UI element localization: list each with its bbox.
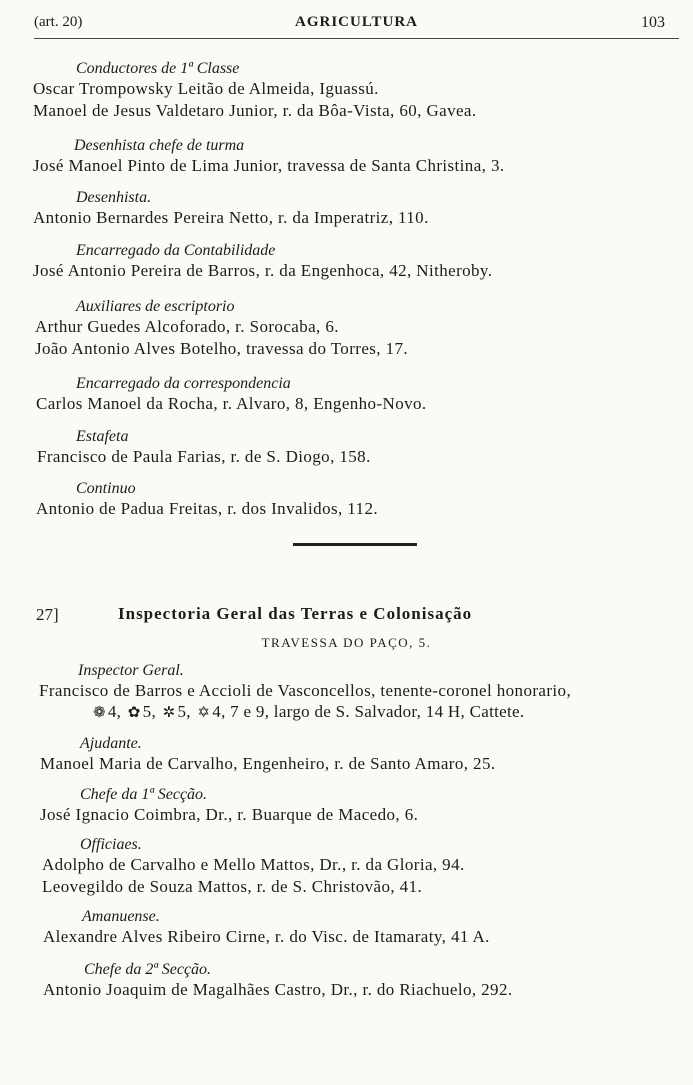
phone-value: 5, [177,702,191,721]
entry-name: José Ignacio Coimbra, Dr., r. Buarque de Macedo, 6. [40,805,419,824]
entry-role: Estafeta [76,428,129,445]
entry-role: Encarregado da Contabilidade [76,242,276,259]
header-rule [34,38,679,39]
entry-name: Antonio de Padua Freitas, r. dos Invalidos, 112. [36,499,379,518]
phone-value: 4, 7 e 9, largo de S. Salvador, 14 H, Cattete. [212,702,525,721]
entry-role: Chefe da 2ª Secção. [84,961,212,978]
entry-chefe-1-seccao [0,786,693,825]
page-number: 103 [641,14,665,31]
phone-value: 4, [107,702,122,721]
phone-value: 5, [142,702,157,721]
entry-name: Leovegildo de Souza Mattos, r. de S. Christovão, 41. [42,877,423,896]
entry-name: Arthur Guedes Alcoforado, r. Sorocaba, 6. [35,317,339,336]
entry-name: Manoel de Jesus Valdetaro Junior, r. da Bôa-Vista, 60, Gavea. [33,101,477,120]
entry-role: Encarregado da correspondencia [76,375,291,392]
section-title: Inspectoria Geral das Terras e Colonisação [118,604,473,623]
page-header [34,14,679,36]
entry-name: Francisco de Barros e Accioli de Vasconcellos, tenente-coronel honorario, [39,681,572,700]
entry-desenhista [0,189,693,228]
entry-role: Amanuense. [82,908,160,925]
entry-inspector [0,662,693,722]
entry-continuo [0,480,693,519]
telephone-line [0,702,693,722]
entry-name: João Antonio Alves Botelho, travessa do Torres, 17. [35,339,409,358]
separator-rule [293,543,417,546]
entry-role: Desenhista. [76,189,152,206]
entry-name: Adolpho de Carvalho e Mello Mattos, Dr., r. da Gloria, 94. [42,855,465,874]
entry-chefe-2-seccao [0,961,693,1000]
entry-role: Ajudante. [80,735,142,752]
entry-correspondencia [0,375,693,414]
entry-role: Continuo [76,480,136,497]
entry-role: Auxiliares de escriptorio [76,298,235,315]
entry-conductores [0,60,693,121]
entry-name: José Manoel Pinto de Lima Junior, travessa de Santa Christina, 3. [33,156,505,175]
entry-name: Antonio Bernardes Pereira Netto, r. da Imperatriz, 110. [33,208,429,227]
entry-role: Chefe da 1ª Secção. [80,786,208,803]
entry-officiaes [0,836,693,897]
entry-desenhista-chefe [0,137,693,176]
entry-name: José Antonio Pereira de Barros, r. da Engenhoca, 42, Nitheroby. [33,261,493,280]
entry-name: Francisco de Paula Farias, r. de S. Diogo, 158. [37,447,371,466]
entry-role: Inspector Geral. [78,662,184,679]
section-address: TRAVESSA DO PAÇO, 5. [261,635,432,650]
section-number: 27] [36,605,59,624]
telephone-company-1-icon: ❁ [93,705,106,721]
entry-name: Antonio Joaquim de Magalhães Castro, Dr., r. do Riachuelo, 292. [43,980,513,999]
entry-name: Alexandre Alves Ribeiro Cirne, r. do Visc. de Itamaraty, 41 A. [43,927,490,946]
entry-role: Officiaes. [80,836,142,853]
running-title: AGRICULTURA [295,14,418,30]
article-ref: (art. 20) [34,14,83,30]
entry-name: Oscar Trompowsky Leitão de Almeida, Iguassú. [33,79,379,98]
entry-role: Conductores de 1ª Classe [76,60,240,77]
entry-role: Desenhista chefe de turma [74,137,245,154]
entry-name: Manoel Maria de Carvalho, Engenheiro, r. de Santo Amaro, 25. [40,754,496,773]
entry-estafeta [0,428,693,467]
telephone-company-2-icon: ✿ [127,705,141,721]
entry-ajudante [0,735,693,774]
entry-name: Carlos Manoel da Rocha, r. Alvaro, 8, Engenho-Novo. [36,394,427,413]
telephone-company-4-icon: ✡ [197,705,211,721]
telephone-company-3-icon: ✲ [162,705,176,721]
entry-auxiliares [0,298,693,359]
entry-contabilidade [0,242,693,281]
entry-amanuense [0,908,693,947]
